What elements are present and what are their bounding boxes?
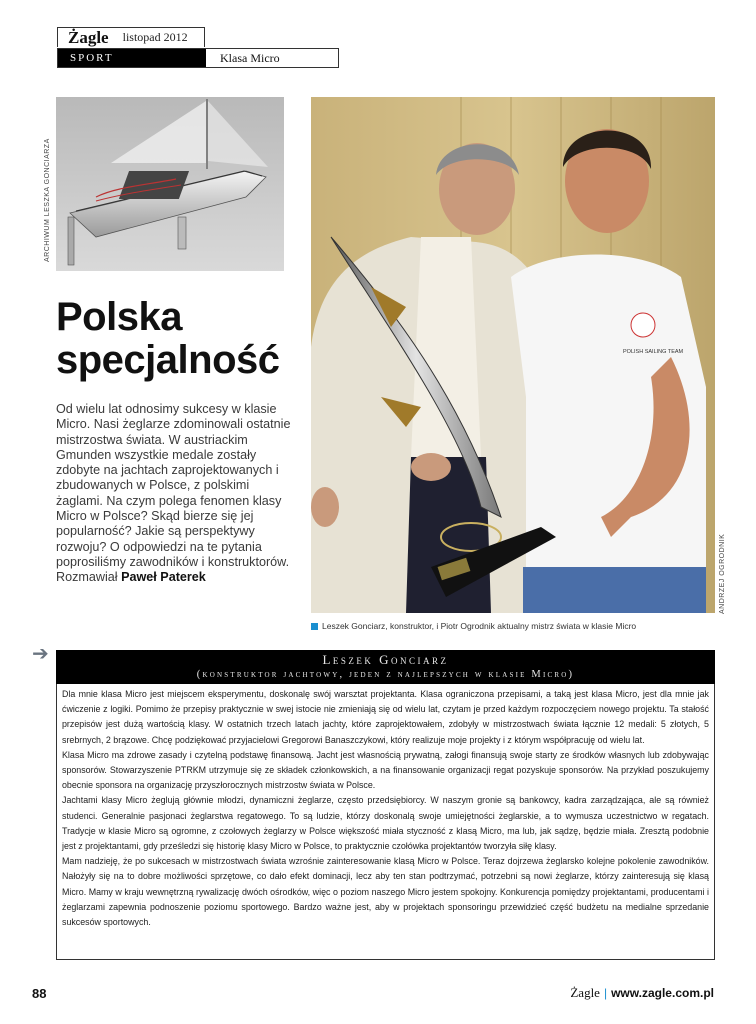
caption-marker-icon bbox=[311, 623, 318, 630]
subsection-label: Klasa Micro bbox=[220, 50, 280, 65]
article-title bbox=[56, 296, 306, 382]
author-name: Paweł Paterek bbox=[121, 570, 206, 585]
footer-url-link[interactable]: www.zagle.com.pl bbox=[611, 986, 714, 1000]
interview-paragraph: Klasa Micro ma zdrowe zasady i czytelną podstawę finansową. Jacht jest własnością prywatną, załogi finansują swoje starty ze środków własnych lub zdobywając sponsorów. Stowarzyszenie PTRKM utrzymuje się ze składek członkowskich, a na finansowanie organizacji regat pozyskuje sponsorów. Na przykład poszukujemy obecnie sponsora na organizację przyszłorocznych mistrzostw świata w Polsce. bbox=[62, 749, 709, 791]
page-footer bbox=[570, 985, 714, 1001]
magazine-name: Żagle bbox=[68, 27, 109, 47]
caption-text: Leszek Gonciarz, konstruktor, i Piotr Ogrodnik aktualny mistrz świata w klasie Micro bbox=[322, 621, 637, 631]
lead-text: Od wielu lat odnosimy sukcesy w klasie Micro. Nasi żeglarze zdominowali ostatnie mistrzostwa świata. W austriackim Gmunden wszystkie medale zostały zdobyte na jachtach zaprojektowanych i zbudowanych w Polsce, z polskimi żaglami. Na czym polega fenomen klasy Micro w Polsce? Skąd bierze się jej popularność? Jakie są perspektywy rozwoju? O odpowiedzi na te pytania poprosiliśmy zawodników i konstruktorów. Rozmawiał bbox=[56, 402, 291, 585]
article-lead bbox=[56, 402, 292, 586]
boat-rendering-image bbox=[56, 97, 284, 271]
masthead-top bbox=[57, 27, 205, 47]
issue-date: listopad 2012 bbox=[122, 30, 188, 44]
interview-header bbox=[56, 650, 715, 684]
section-bar bbox=[57, 48, 339, 68]
interview-body bbox=[56, 684, 715, 960]
trophy-photo-image bbox=[311, 97, 715, 613]
page-number: 88 bbox=[32, 986, 47, 1001]
footer-magazine: Żagle bbox=[570, 985, 600, 1000]
shirt-logo-text: POLISH SAILING TEAM bbox=[623, 349, 684, 355]
arrow-right-icon: ➔ bbox=[32, 643, 49, 665]
section-label: SPORT bbox=[58, 49, 206, 67]
title-line-2: specjalność bbox=[56, 338, 280, 382]
footer-separator: | bbox=[603, 986, 608, 1000]
photo-caption bbox=[311, 621, 636, 631]
boat-photo-credit: ARCHIWUM LESZKA GONCIARZA bbox=[44, 138, 51, 262]
main-photo-credit: ANDRZEJ OGRODNIK bbox=[719, 533, 726, 614]
interviewee-subtitle: (konstruktor jachtowy, jeden z najlepszych w klasie Micro) bbox=[196, 669, 575, 680]
interview-paragraph: Mam nadzieję, że po sukcesach w mistrzostwach świata wzrośnie zainteresowanie klasą Micro w Polsce. Teraz dojrzewa żeglarsko kolejne pokolenie zawodników. Nałożyły się na to dobre możliwości sprzętowe, co dało efekt dominacji, lecz aby ten stan podtrzymać, potrzebni są nowi żeglarze, którzy zainteresują się klasą Micro. Mamy w kraju wewnętrzną rywalizację dwóch ośrodków, więc o poziom naszego Micro jestem spokojny. Konkurencja pomiędzy projektantami, producentami i żeglarzami zapewnia podnoszenie poziomu sportowego. Bardzo ważne jest, aby w projektach sponsoringu przewidzieć część budżetu na medialne sprzedanie sukcesów sportowych. bbox=[62, 856, 709, 928]
interviewee-name: Leszek Gonciarz bbox=[322, 652, 449, 667]
interview-paragraph: Dla mnie klasa Micro jest miejscem eksperymentu, doskonalę swój warsztat projektanta. Klasa ograniczona przepisami, a taką jest klasa Micro, jest dla mnie jak ćwiczenie z logiki. Pomimo że przepisy praktycznie w swej istocie nie zmieniają się od wielu lat, czytam je przed każdym rozpoczęciem nowego projektu. Ta stałość przepisów jest dużą wartością klasy. W ostatnich trzech latach jachty, które zaprojektowałem, zdobyły w mistrzostwach świata łącznie 12 medali: 5 złotych, 5 srebrnych, 2 brązowe. Chcę podziękować przyjacielowi Gregorowi Banaszczykowi, który realizuje moje projekty i z którym współpracuję od wielu lat. bbox=[62, 689, 709, 745]
title-line-1: Polska bbox=[56, 295, 182, 339]
interview-paragraph: Jachtami klasy Micro żeglują głównie młodzi, dynamiczni żeglarze, często przedsiębiorcy. W naszym gronie są bankowcy, kadra zarządzająca, ale są również studenci. Generalnie pasjonaci żeglarstwa regatowego. To są ludzie, którzy doskonalą swoje umiejętności żeglarskie, a to wymusza uczestnictwo w regatach. Tradycje w klasie Micro są ogromne, z czołowych żeglarzy w Polsce większość miała styczność z klasą Micro, ma lub, jak sądzę, będzie miała. Zresztą podobnie jest z projektantami, gdy prześledzi się historię klasy Micro w Polsce, to praktycznie czołówka projektantów tworzyła siłę klasy. bbox=[62, 795, 709, 852]
